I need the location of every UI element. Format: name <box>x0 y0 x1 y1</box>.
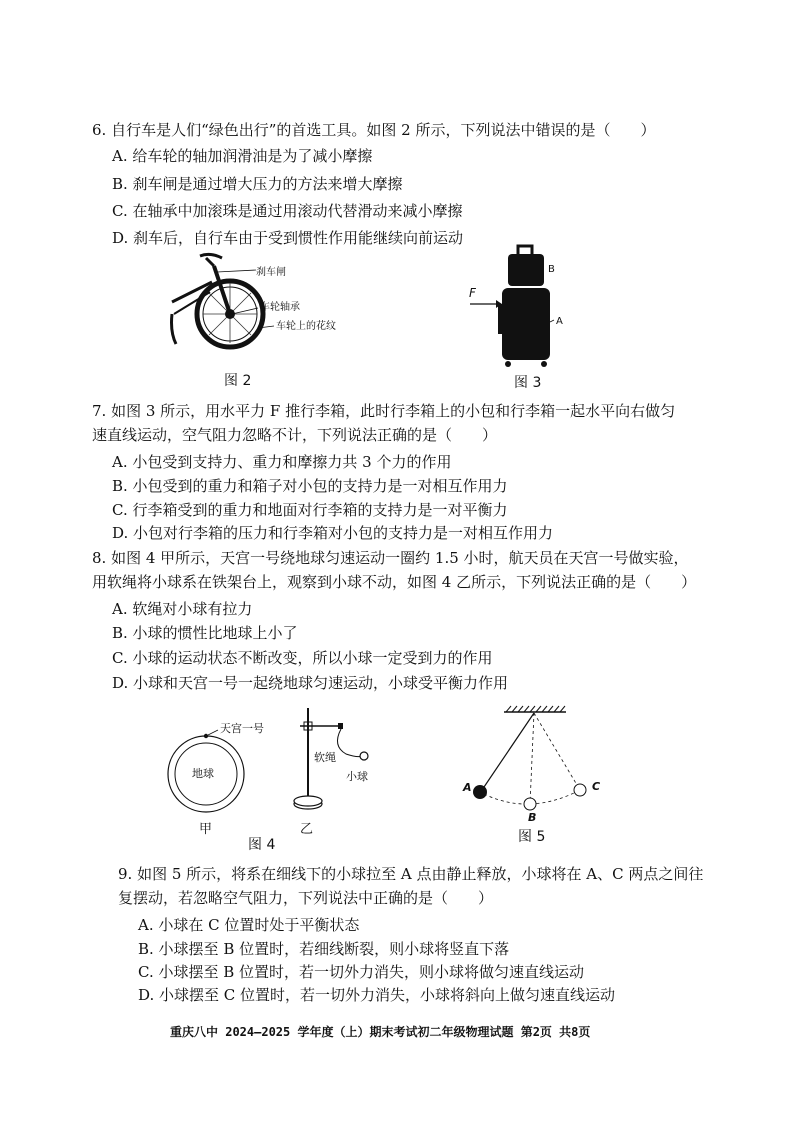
question-8-stem-line2: 用软绳将小球系在铁架台上，观察到小球不动，如图 4 乙所示，下列说法正确的是（ ） <box>92 573 697 591</box>
figure-4-caption: 图 4 <box>248 837 276 853</box>
pendulum-figure <box>470 704 620 816</box>
figure-3-caption: 图 3 <box>514 375 542 391</box>
q6-option-d: D. 刹车后，自行车由于受到惯性作用能继续向前运动 <box>112 229 464 247</box>
q8-option-a: A. 软绳对小球有拉力 <box>112 600 253 618</box>
q9-option-d: D. 小球摆至 C 位置时，若一切外力消失，小球将斜向上做匀速直线运动 <box>138 986 616 1004</box>
tread-label: 车轮上的花纹 <box>276 321 336 332</box>
page-footer: 重庆八中 2024—2025 学年度（上）期末考试初二年级物理试题 第2页 共8页 <box>170 1025 591 1039</box>
q9-option-c: C. 小球摆至 B 位置时，若一切外力消失，则小球将做匀速直线运动 <box>138 963 585 981</box>
q6-option-b: B. 刹车闸是通过增大压力的方法来增大摩擦 <box>112 175 403 193</box>
figure-5-caption: 图 5 <box>518 829 546 845</box>
figure-4b-caption: 乙 <box>300 822 314 837</box>
figure-4a-caption: 甲 <box>199 822 213 837</box>
question-8-stem-line1: 8. 如图 4 甲所示，天宫一号绕地球匀速运动一圈约 1.5 小时，航天员在天宫一号做实验， <box>92 549 689 567</box>
figure-2-caption: 图 2 <box>224 373 252 389</box>
brake-label: 刹车闸 <box>256 267 286 278</box>
q7-option-b: B. 小包受到的重力和箱子对小包的支持力是一对相互作用力 <box>112 477 508 495</box>
bearing-label: 车轮轴承 <box>260 302 300 313</box>
q7-option-a: A. 小包受到支持力、重力和摩擦力共 3 个力的作用 <box>112 453 452 471</box>
luggage-figure <box>462 244 582 369</box>
case-a-label: A <box>556 316 563 327</box>
question-9-stem-line1: 9. 如图 5 所示，将系在细线下的小球拉至 A 点由静止释放，小球将在 A、C 两点之间往 <box>118 865 704 883</box>
question-9-stem-line2: 复摆动，若忽略空气阻力，下列说法中正确的是（ ） <box>118 889 494 907</box>
earth-label: 地球 <box>192 767 214 780</box>
question-6-stem: 6. 自行车是人们“绿色出行”的首选工具。如图 2 所示，下列说法中错误的是（ ） <box>92 121 656 139</box>
bag-b-label: B <box>548 264 555 275</box>
question-7-stem-line1: 7. 如图 3 所示，用水平力 F 推行李箱，此时行李箱上的小包和行李箱一起水平向右做匀 <box>92 402 676 420</box>
point-c-label: C <box>592 780 601 793</box>
point-a-label: A <box>463 781 472 794</box>
rope-label: 软绳 <box>314 751 336 764</box>
q8-option-d: D. 小球和天宫一号一起绕地球匀速运动，小球受平衡力作用 <box>112 674 509 692</box>
q9-option-b: B. 小球摆至 B 位置时，若细线断裂，则小球将竖直下落 <box>138 940 510 958</box>
q8-option-b: B. 小球的惯性比地球上小了 <box>112 624 298 642</box>
q6-option-c: C. 在轴承中加滚珠是通过用滚动代替滑动来减小摩擦 <box>112 202 463 220</box>
q7-option-d: D. 小包对行李箱的压力和行李箱对小包的支持力是一对相互作用力 <box>112 524 554 542</box>
q8-option-c: C. 小球的运动状态不断改变，所以小球一定受到力的作用 <box>112 649 493 667</box>
force-f-label: F <box>469 286 476 300</box>
q7-option-c: C. 行李箱受到的重力和地面对行李箱的支持力是一对平衡力 <box>112 501 508 519</box>
q6-option-a: A. 给车轮的轴加润滑油是为了减小摩擦 <box>112 147 373 165</box>
point-b-label: B <box>528 811 537 824</box>
question-7-stem-line2: 速直线运动，空气阻力忽略不计，下列说法正确的是（ ） <box>92 426 498 444</box>
q9-option-a: A. 小球在 C 位置时处于平衡状态 <box>138 916 360 934</box>
station-label: 天宫一号 <box>220 722 264 735</box>
ball-label: 小球 <box>346 770 368 783</box>
